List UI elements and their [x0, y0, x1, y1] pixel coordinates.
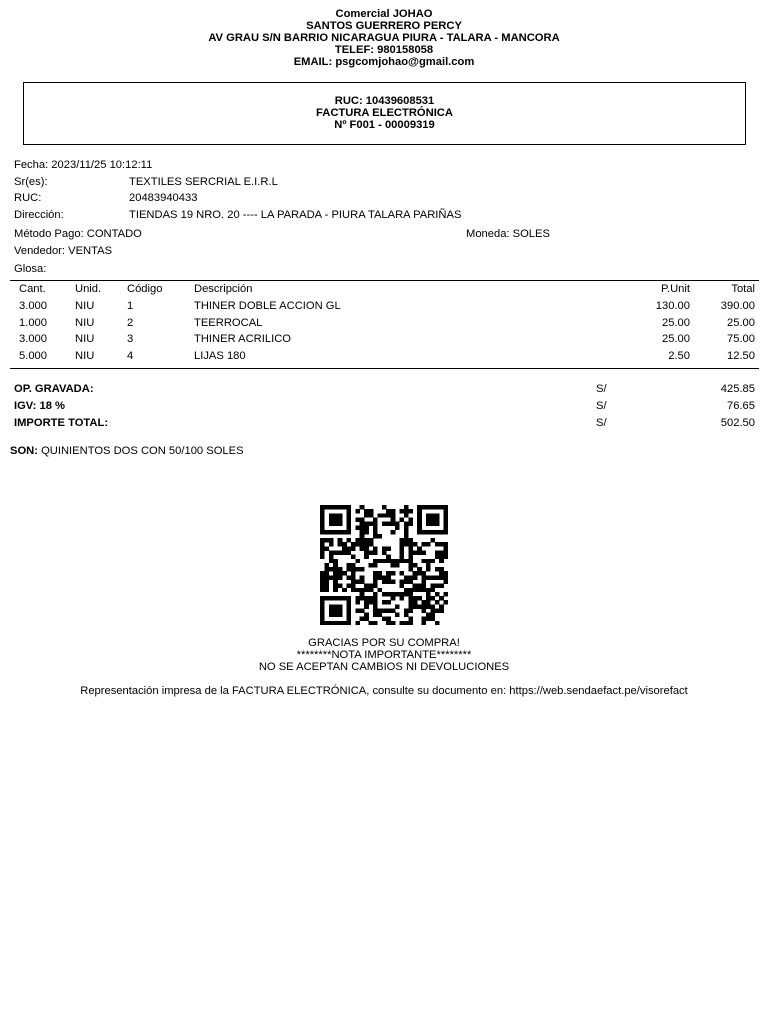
- cell-codigo: 2: [127, 317, 134, 329]
- client-name: TEXTILES SERCRIAL E.I.R.L: [129, 176, 278, 188]
- client-ruc: 20483940433: [129, 192, 198, 204]
- printed-representation-notice: Representación impresa de la FACTURA ELECTRÓNICA, consulte su documento en: https://web.sendaefact.pe/visorefact: [80, 685, 688, 697]
- client-label: Sr(es):: [14, 176, 48, 188]
- cell-unid: NIU: [75, 317, 95, 329]
- document-number: Nº F001 - 00009319: [334, 119, 435, 131]
- document-id-box: [23, 82, 746, 145]
- cell-descripcion: TEERROCAL: [194, 317, 263, 329]
- op-gravada-label: OP. GRAVADA:: [14, 383, 94, 395]
- owner-name: SANTOS GUERRERO PERCY: [306, 20, 462, 32]
- igv-label: IGV: 18 %: [14, 400, 65, 412]
- company-address: AV GRAU S/N BARRIO NICARAGUA PIURA - TALARA - MANCORA: [208, 32, 560, 44]
- importe-total-value: 502.50: [720, 417, 755, 429]
- igv-value: 76.65: [727, 400, 755, 412]
- cell-punit: 25.00: [662, 317, 690, 329]
- important-note: ********NOTA IMPORTANTE********: [296, 649, 472, 661]
- cell-punit: 130.00: [655, 300, 690, 312]
- cell-descripcion: LIJAS 180: [194, 350, 246, 362]
- cell-total: 390.00: [720, 300, 755, 312]
- cell-descripcion: THINER DOBLE ACCION GL: [194, 300, 341, 312]
- cell-cant: 3.000: [19, 333, 47, 345]
- cell-codigo: 1: [127, 300, 134, 312]
- no-returns-notice: NO SE ACEPTAN CAMBIOS NI DEVOLUCIONES: [258, 661, 510, 673]
- issuer-ruc: RUC: 10439608531: [334, 95, 435, 107]
- col-header-cant: Cant.: [19, 283, 46, 295]
- table-bottom-divider: [10, 368, 759, 369]
- client-address-label: Dirección:: [14, 209, 64, 221]
- cell-descripcion: THINER ACRILICO: [194, 333, 291, 345]
- col-header-total: Total: [731, 283, 755, 295]
- cell-unid: NIU: [75, 350, 95, 362]
- amount-in-words: [10, 445, 244, 458]
- igv-currency: S/: [596, 400, 607, 412]
- cell-total: 25.00: [727, 317, 755, 329]
- company-phone: TELEF: 980158058: [334, 44, 434, 56]
- company-name: Comercial JOHAO: [335, 8, 433, 20]
- cell-punit: 2.50: [668, 350, 690, 362]
- currency: Moneda: SOLES: [466, 228, 550, 240]
- company-header: [0, 8, 768, 68]
- payment-method: Método Pago: CONTADO: [14, 228, 142, 240]
- cell-cant: 5.000: [19, 350, 47, 362]
- client-ruc-label: RUC:: [14, 192, 42, 204]
- qr-code: [320, 505, 448, 625]
- amount-in-words-label: SON:: [10, 445, 38, 457]
- cell-codigo: 4: [127, 350, 134, 362]
- cell-punit: 25.00: [662, 333, 690, 345]
- document-type: FACTURA ELECTRÓNICA: [316, 107, 453, 119]
- col-header-descripcion: Descripción: [194, 283, 253, 295]
- cell-cant: 1.000: [19, 317, 47, 329]
- cell-cant: 3.000: [19, 300, 47, 312]
- col-header-punit: P.Unit: [660, 283, 690, 295]
- company-email: EMAIL: psgcomjohao@gmail.com: [293, 56, 475, 68]
- seller: Vendedor: VENTAS: [14, 245, 113, 257]
- cell-unid: NIU: [75, 300, 95, 312]
- cell-codigo: 3: [127, 333, 134, 345]
- thanks-message: GRACIAS POR SU COMPRA!: [308, 637, 460, 649]
- op-gravada-value: 425.85: [720, 383, 755, 395]
- issue-date: Fecha: 2023/11/25 10:12:11: [14, 159, 153, 171]
- col-header-codigo: Código: [127, 283, 163, 295]
- col-header-unid: Unid.: [75, 283, 102, 295]
- importe-total-currency: S/: [596, 417, 607, 429]
- op-gravada-currency: S/: [596, 383, 607, 395]
- table-top-divider: [10, 280, 759, 281]
- gloss: Glosa:: [14, 263, 47, 275]
- cell-total: 75.00: [727, 333, 755, 345]
- client-address: TIENDAS 19 NRO. 20 ---- LA PARADA - PIURA TALARA PARIÑAS: [129, 209, 462, 221]
- cell-unid: NIU: [75, 333, 95, 345]
- cell-total: 12.50: [727, 350, 755, 362]
- importe-total-label: IMPORTE TOTAL:: [14, 417, 109, 429]
- amount-in-words-value: QUINIENTOS DOS CON 50/100 SOLES: [41, 445, 244, 457]
